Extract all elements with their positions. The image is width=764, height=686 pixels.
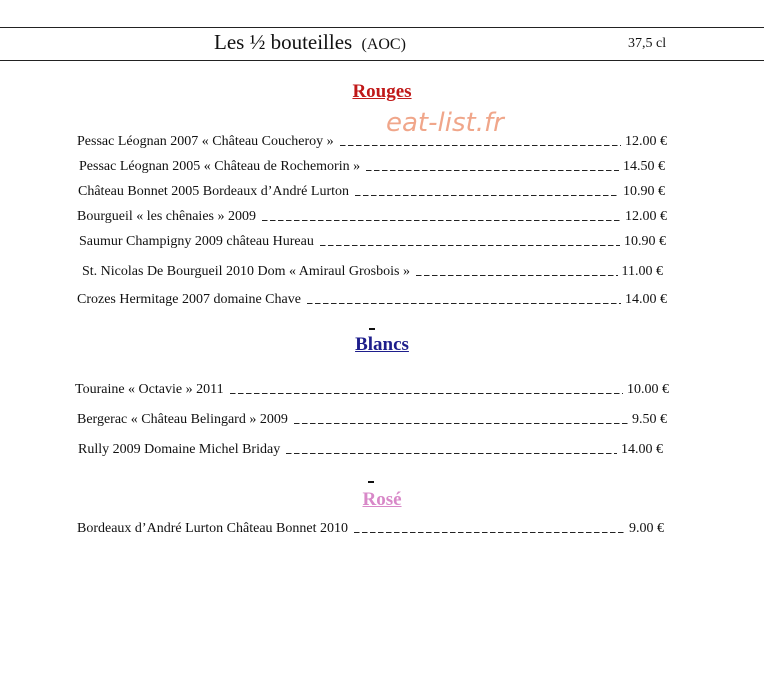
wine-name: Saumur Champigny 2009 château Hureau xyxy=(79,234,314,249)
dotted-leader xyxy=(354,532,625,533)
capacity-label: 37,5 cl xyxy=(628,36,667,51)
wine-name: St. Nicolas De Bourgueil 2010 Dom « Amiraul Grosbois » xyxy=(82,264,410,279)
wine-price: 9.00 € xyxy=(629,521,664,536)
aoc-label: (AOC) xyxy=(361,36,406,53)
dotted-leader xyxy=(262,220,621,221)
separator-dash xyxy=(369,328,375,330)
wine-name: Bourgueil « les chênaies » 2009 xyxy=(77,209,256,224)
wine-row xyxy=(78,438,663,458)
dotted-leader xyxy=(286,453,617,454)
page-title-text: Les ½ bouteilles xyxy=(214,30,353,54)
wine-price: 9.50 € xyxy=(632,412,667,427)
wine-name: Touraine « Octavie » 2011 xyxy=(75,382,224,397)
wine-row xyxy=(77,205,667,225)
wine-price: 14.00 € xyxy=(621,442,663,457)
wine-name: Crozes Hermitage 2007 domaine Chave xyxy=(77,292,301,307)
wine-row xyxy=(77,288,667,308)
header-band xyxy=(0,27,764,61)
wine-price: 10.00 € xyxy=(627,382,669,397)
wine-price: 12.00 € xyxy=(625,134,667,149)
wine-name: Bergerac « Château Belingard » 2009 xyxy=(77,412,288,427)
page-title xyxy=(214,30,406,55)
wine-name: Pessac Léognan 2007 « Château Coucheroy » xyxy=(77,134,334,149)
dotted-leader xyxy=(294,423,628,424)
wine-row xyxy=(78,180,665,200)
wine-name: Pessac Léognan 2005 « Château de Rochemorin » xyxy=(79,159,361,174)
separator-dash xyxy=(368,481,374,483)
wine-row xyxy=(79,155,665,175)
wine-row xyxy=(82,260,663,280)
wine-price: 11.00 € xyxy=(621,264,663,279)
dotted-leader xyxy=(366,170,619,171)
dotted-leader xyxy=(320,245,620,246)
wine-row xyxy=(79,230,666,250)
dotted-leader xyxy=(416,275,618,276)
wine-row xyxy=(75,378,669,398)
wine-name: Rully 2009 Domaine Michel Briday xyxy=(78,442,281,457)
wine-name: Bordeaux d’André Lurton Château Bonnet 2010 xyxy=(77,521,348,536)
wine-price: 14.50 € xyxy=(623,159,665,174)
wine-price: 10.90 € xyxy=(623,184,665,199)
dotted-leader xyxy=(340,145,621,146)
section-title-rouges: Rouges xyxy=(352,81,412,102)
wine-price: 10.90 € xyxy=(624,234,666,249)
dotted-leader xyxy=(307,303,621,304)
wine-price: 14.00 € xyxy=(625,292,667,307)
wine-price: 12.00 € xyxy=(625,209,667,224)
wine-row xyxy=(77,408,667,428)
watermark: eat-list.fr xyxy=(386,108,504,138)
wine-name: Château Bonnet 2005 Bordeaux d’André Lurton xyxy=(78,184,349,199)
dotted-leader xyxy=(355,195,619,196)
section-title-rose: Rosé xyxy=(362,489,402,510)
wine-row xyxy=(77,130,667,150)
dotted-leader xyxy=(230,393,623,394)
wine-row xyxy=(77,517,664,537)
section-title-blancs: Blancs xyxy=(355,334,409,355)
